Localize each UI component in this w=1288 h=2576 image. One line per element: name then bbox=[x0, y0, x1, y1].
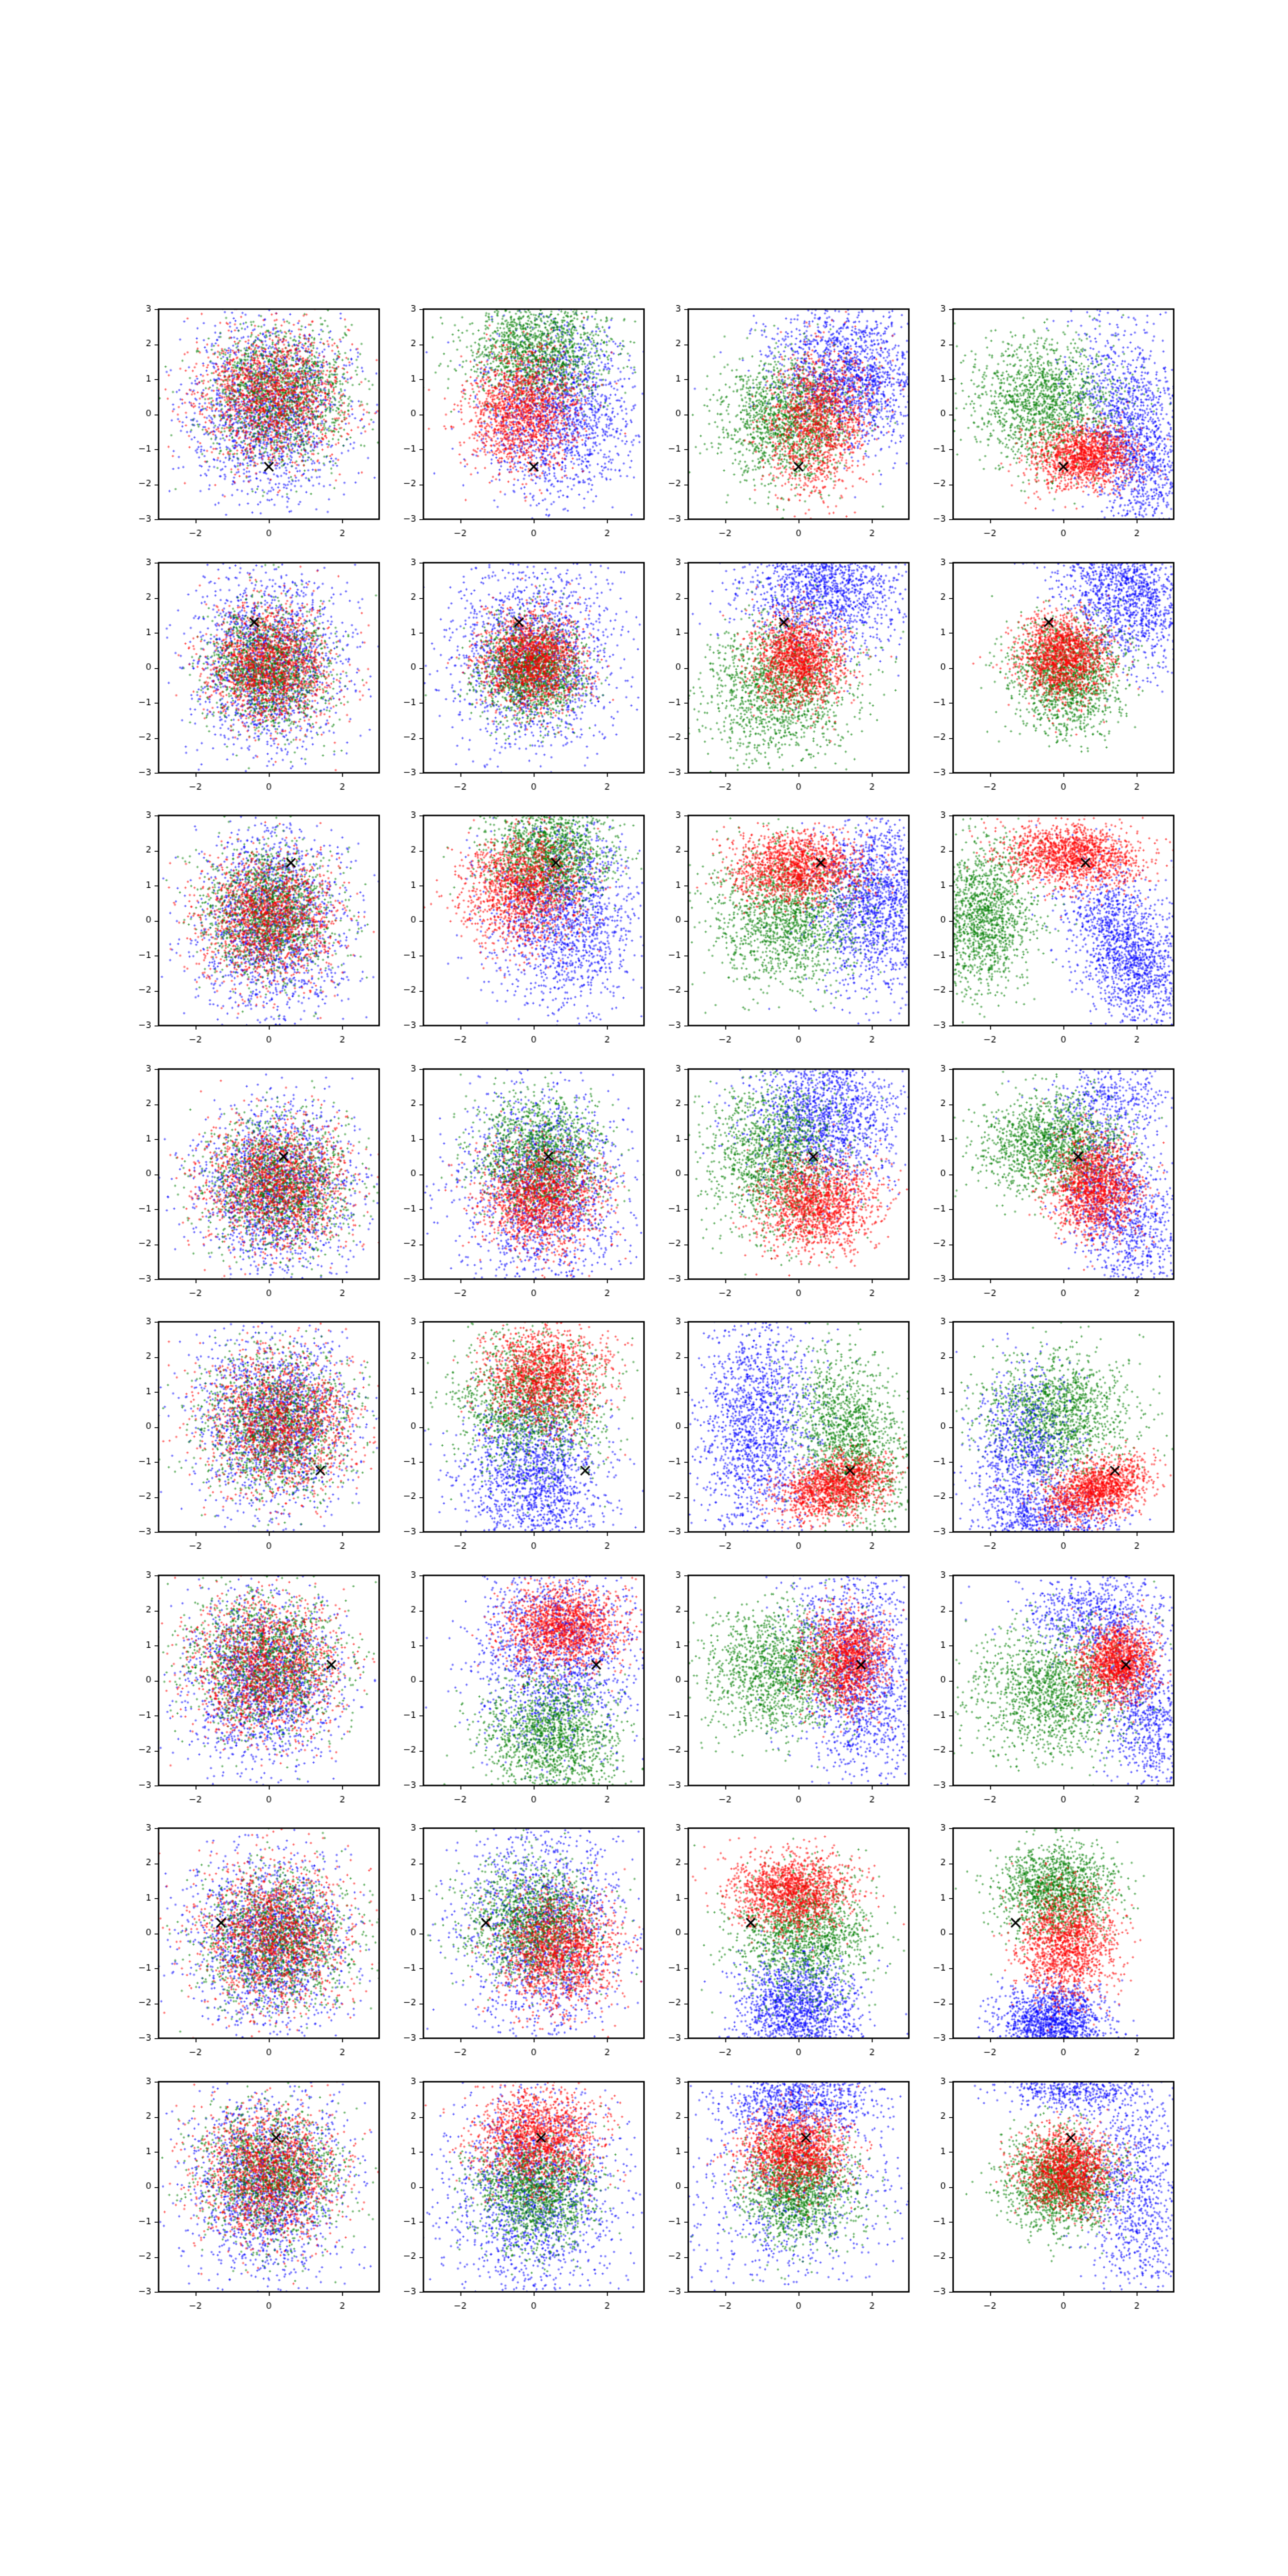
subplot-r5c2 bbox=[383, 1314, 657, 1559]
scatter-canvas-r6c4 bbox=[913, 1567, 1187, 1813]
subplot-r7c4 bbox=[913, 1820, 1187, 2066]
subplot-r3c3 bbox=[648, 807, 922, 1053]
scatter-canvas-r8c4 bbox=[913, 2074, 1187, 2319]
scatter-canvas-r7c3 bbox=[648, 1820, 922, 2066]
scatter-canvas-r8c1 bbox=[118, 2074, 392, 2319]
scatter-canvas-r2c3 bbox=[648, 555, 922, 800]
scatter-canvas-r6c2 bbox=[383, 1567, 657, 1813]
subplot-r8c2 bbox=[383, 2074, 657, 2319]
subplot-r2c2 bbox=[383, 555, 657, 800]
subplot-r6c3 bbox=[648, 1567, 922, 1813]
subplot-r4c4 bbox=[913, 1061, 1187, 1307]
subplot-r4c2 bbox=[383, 1061, 657, 1307]
subplot-r3c4 bbox=[913, 807, 1187, 1053]
subplot-r7c3 bbox=[648, 1820, 922, 2066]
scatter-canvas-r1c2 bbox=[383, 301, 657, 547]
scatter-canvas-r3c2 bbox=[383, 807, 657, 1053]
subplot-r2c1 bbox=[118, 555, 392, 800]
scatter-canvas-r6c3 bbox=[648, 1567, 922, 1813]
subplot-r7c1 bbox=[118, 1820, 392, 2066]
subplot-r3c1 bbox=[118, 807, 392, 1053]
subplot-r8c4 bbox=[913, 2074, 1187, 2319]
scatter-canvas-r4c3 bbox=[648, 1061, 922, 1307]
subplot-r8c1 bbox=[118, 2074, 392, 2319]
subplot-r1c2 bbox=[383, 301, 657, 547]
subplot-r2c3 bbox=[648, 555, 922, 800]
subplot-r2c4 bbox=[913, 555, 1187, 800]
scatter-canvas-r3c3 bbox=[648, 807, 922, 1053]
scatter-canvas-r3c1 bbox=[118, 807, 392, 1053]
subplot-r1c3 bbox=[648, 301, 922, 547]
subplot-r6c4 bbox=[913, 1567, 1187, 1813]
scatter-canvas-r5c4 bbox=[913, 1314, 1187, 1559]
scatter-canvas-r4c4 bbox=[913, 1061, 1187, 1307]
scatter-canvas-r3c4 bbox=[913, 807, 1187, 1053]
scatter-canvas-r7c1 bbox=[118, 1820, 392, 2066]
scatter-canvas-r4c2 bbox=[383, 1061, 657, 1307]
scatter-canvas-r5c2 bbox=[383, 1314, 657, 1559]
scatter-canvas-r5c1 bbox=[118, 1314, 392, 1559]
scatter-canvas-r6c1 bbox=[118, 1567, 392, 1813]
scatter-canvas-r1c3 bbox=[648, 301, 922, 547]
subplot-r1c4 bbox=[913, 301, 1187, 547]
scatter-canvas-r8c2 bbox=[383, 2074, 657, 2319]
subplot-r8c3 bbox=[648, 2074, 922, 2319]
subplot-r6c2 bbox=[383, 1567, 657, 1813]
scatter-canvas-r2c2 bbox=[383, 555, 657, 800]
scatter-canvas-r4c1 bbox=[118, 1061, 392, 1307]
subplot-r7c2 bbox=[383, 1820, 657, 2066]
scatter-canvas-r2c4 bbox=[913, 555, 1187, 800]
subplot-r5c3 bbox=[648, 1314, 922, 1559]
subplot-r5c4 bbox=[913, 1314, 1187, 1559]
subplot-r5c1 bbox=[118, 1314, 392, 1559]
scatter-canvas-r2c1 bbox=[118, 555, 392, 800]
subplot-r1c1 bbox=[118, 301, 392, 547]
scatter-canvas-r7c2 bbox=[383, 1820, 657, 2066]
scatter-canvas-r1c4 bbox=[913, 301, 1187, 547]
subplot-r4c1 bbox=[118, 1061, 392, 1307]
scatter-canvas-r8c3 bbox=[648, 2074, 922, 2319]
subplot-r3c2 bbox=[383, 807, 657, 1053]
scatter-canvas-r5c3 bbox=[648, 1314, 922, 1559]
scatter-canvas-r1c1 bbox=[118, 301, 392, 547]
scatter-canvas-r7c4 bbox=[913, 1820, 1187, 2066]
subplot-r4c3 bbox=[648, 1061, 922, 1307]
subplot-r6c1 bbox=[118, 1567, 392, 1813]
